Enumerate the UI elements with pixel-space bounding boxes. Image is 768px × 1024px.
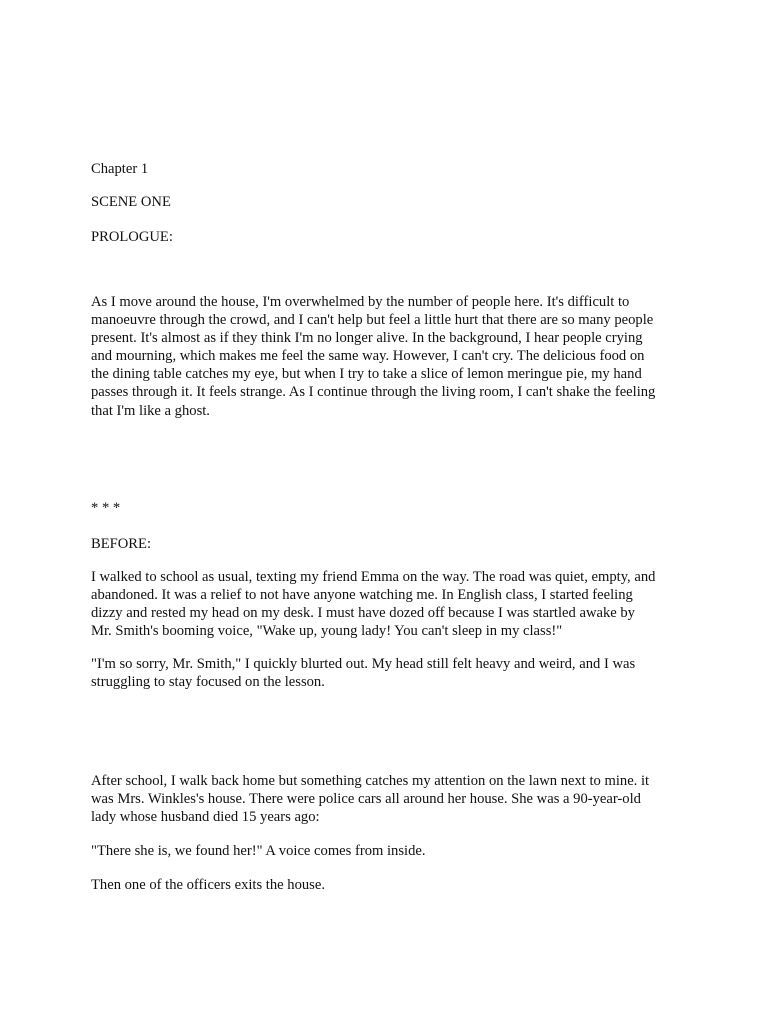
paragraph-line: struggling to stay focused on the lesson. (91, 674, 325, 690)
paragraph-line: abandoned. It was a relief to not have anyone watching me. In English class, I started feeling (91, 587, 633, 603)
closing-paragraph: Then one of the officers exits the house. (91, 877, 325, 893)
prologue-heading: PROLOGUE: (91, 229, 173, 245)
scene-separator: * * * (91, 500, 121, 516)
before-heading: BEFORE: (91, 536, 152, 552)
paragraph-line: As I move around the house, I'm overwhelmed by the number of people here. It's difficult to (91, 294, 630, 310)
chapter-title: Chapter 1 (91, 161, 149, 177)
paragraph-line: and mourning, which makes me feel the same way. However, I can't cry. The delicious food on (91, 348, 645, 364)
paragraph-line: that I'm like a ghost. (91, 403, 210, 419)
paragraph-line: the dining table catches my eye, but when I try to take a slice of lemon meringue pie, my hand (91, 366, 642, 382)
paragraph-line: was Mrs. Winkles's house. There were police cars all around her house. She was a 90-year-old (91, 791, 641, 807)
paragraph-line: lady whose husband died 15 years ago: (91, 809, 320, 825)
dialogue-paragraph: "There she is, we found her!" A voice comes from inside. (91, 843, 426, 859)
paragraph-line: After school, I walk back home but something catches my attention on the lawn next to mine. it (91, 773, 650, 789)
paragraph-line: I walked to school as usual, texting my friend Emma on the way. The road was quiet, empty, and (91, 569, 656, 585)
paragraph-line: passes through it. It feels strange. As I continue through the living room, I can't shake the feeling (91, 384, 656, 400)
paragraph-line: manoeuvre through the crowd, and I can't help but feel a little hurt that there are so many people (91, 312, 654, 328)
paragraph-line: Mr. Smith's booming voice, "Wake up, young lady! You can't sleep in my class!" (91, 623, 563, 639)
paragraph-line: present. It's almost as if they think I'm no longer alive. In the background, I hear people crying (91, 330, 643, 346)
paragraph-line: "I'm so sorry, Mr. Smith," I quickly blurted out. My head still felt heavy and weird, and I was (91, 656, 636, 672)
scene-heading: SCENE ONE (91, 194, 171, 210)
paragraph-line: dizzy and rested my head on my desk. I must have dozed off because I was startled awake by (91, 605, 635, 621)
